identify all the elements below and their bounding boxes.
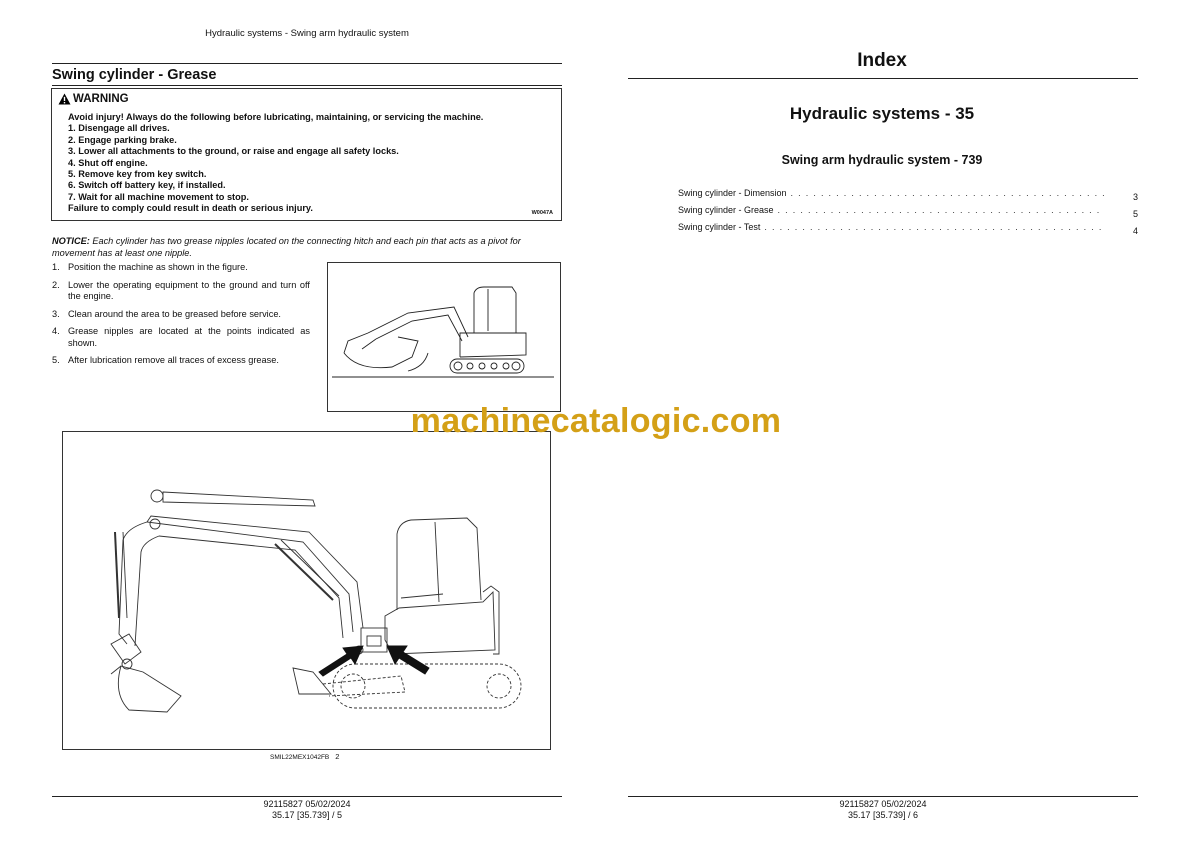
warning-triangle-icon (58, 93, 71, 105)
step-item (52, 262, 310, 274)
step-number: 3. (52, 308, 60, 319)
right-footer-doc: 92115827 05/02/2024 (839, 799, 927, 809)
index-entry-label[interactable]: Swing cylinder - Grease (678, 205, 774, 215)
index-entry-page[interactable]: 5 (1132, 209, 1138, 219)
index-title-rule (628, 78, 1138, 79)
running-header: Hydraulic systems - Swing arm hydraulic system (205, 28, 409, 39)
notice (52, 235, 564, 259)
step-item (52, 355, 310, 367)
warning-line: 4. Shut off engine. (68, 157, 148, 168)
section-bottom-rule (52, 85, 562, 86)
figure-number: 2 (335, 752, 340, 761)
warning-text (68, 112, 483, 215)
index-title: Index (857, 50, 907, 71)
left-footer (52, 799, 562, 821)
index-entry-leader (764, 222, 1104, 232)
warning-line: 7. Wait for all machine movement to stop. (68, 191, 249, 202)
watermark: machinecatalogic.com (410, 402, 782, 440)
step-item (52, 326, 310, 349)
index-heading-system: Hydraulic systems - 35 (789, 104, 975, 123)
figure-grease-points (62, 431, 551, 750)
grease-point-arrow-left (319, 646, 363, 676)
figure-excavator-position (327, 262, 561, 412)
step-number: 2. (52, 279, 60, 290)
index-entry-page[interactable]: 3 (1132, 192, 1138, 202)
step-number: 1. (52, 262, 60, 272)
step-text: Clean around the area to be greased before service. (68, 308, 281, 319)
warning-code: W0047A (531, 210, 553, 216)
section-title: Swing cylinder - Grease (52, 67, 217, 83)
warning-line: 6. Switch off battery key, if installed. (68, 180, 226, 191)
left-footer-doc: 92115827 05/02/2024 (263, 799, 351, 809)
index-entry[interactable] (678, 186, 1138, 202)
index-entry-label[interactable]: Swing cylinder - Dimension (678, 188, 787, 198)
index-entry-leader (791, 188, 1104, 198)
warning-title-text: WARNING (73, 93, 129, 105)
warning-line: Avoid injury! Always do the following before lubricating, maintaining, or servicing the machine. (68, 112, 484, 122)
left-footer-rule (52, 796, 562, 797)
grease-point-arrow-right (387, 646, 429, 674)
right-footer-page: 35.17 [35.739] / 6 (847, 810, 919, 820)
left-footer-page: 35.17 [35.739] / 5 (271, 810, 343, 820)
notice-label: NOTICE: (52, 236, 90, 246)
right-footer (628, 799, 1138, 821)
warning-title (58, 93, 129, 105)
index-heading-subsystem: Swing arm hydraulic system - 739 (781, 153, 983, 167)
index-entry-leader (778, 205, 1104, 215)
right-footer-rule (628, 796, 1138, 797)
warning-line: 5. Remove key from key switch. (68, 169, 207, 180)
step-item (52, 280, 310, 303)
step-item (52, 309, 310, 321)
warning-box (51, 88, 562, 221)
warning-line: 1. Disengage all drives. (68, 123, 170, 134)
index-entry-label[interactable]: Swing cylinder - Test (678, 222, 761, 232)
warning-line: 3. Lower all attachments to the ground, or raise and engage all safety locks. (68, 146, 399, 157)
step-number: 5. (52, 355, 60, 365)
excavator-grease-points-drawing (63, 432, 550, 749)
step-text: Lower the operating equipment to the ground and turn off the engine. (68, 279, 310, 301)
section-top-rule (52, 63, 562, 64)
procedure-steps (52, 262, 310, 373)
index-entry[interactable] (678, 203, 1138, 219)
notice-text: Each cylinder has two grease nipples located on the connecting hitch and each pin that acts as a pivot for movement has at least one nipple. (52, 236, 521, 258)
step-text: After lubrication remove all traces of excess grease. (68, 355, 279, 365)
excavator-service-position-drawing (328, 263, 560, 411)
figure-caption (270, 752, 339, 761)
index-entry-page[interactable]: 4 (1132, 226, 1138, 236)
warning-line: Failure to comply could result in death or serious injury. (68, 203, 313, 214)
index-entry[interactable] (678, 220, 1138, 236)
warning-line: 2. Engage parking brake. (68, 134, 177, 145)
step-text: Position the machine as shown in the figure. (68, 262, 248, 272)
step-number: 4. (52, 326, 60, 336)
figure-code: SMIL22MEX1042FB (270, 754, 330, 761)
step-text: Grease nipples are located at the points indicated as shown. (68, 326, 310, 348)
